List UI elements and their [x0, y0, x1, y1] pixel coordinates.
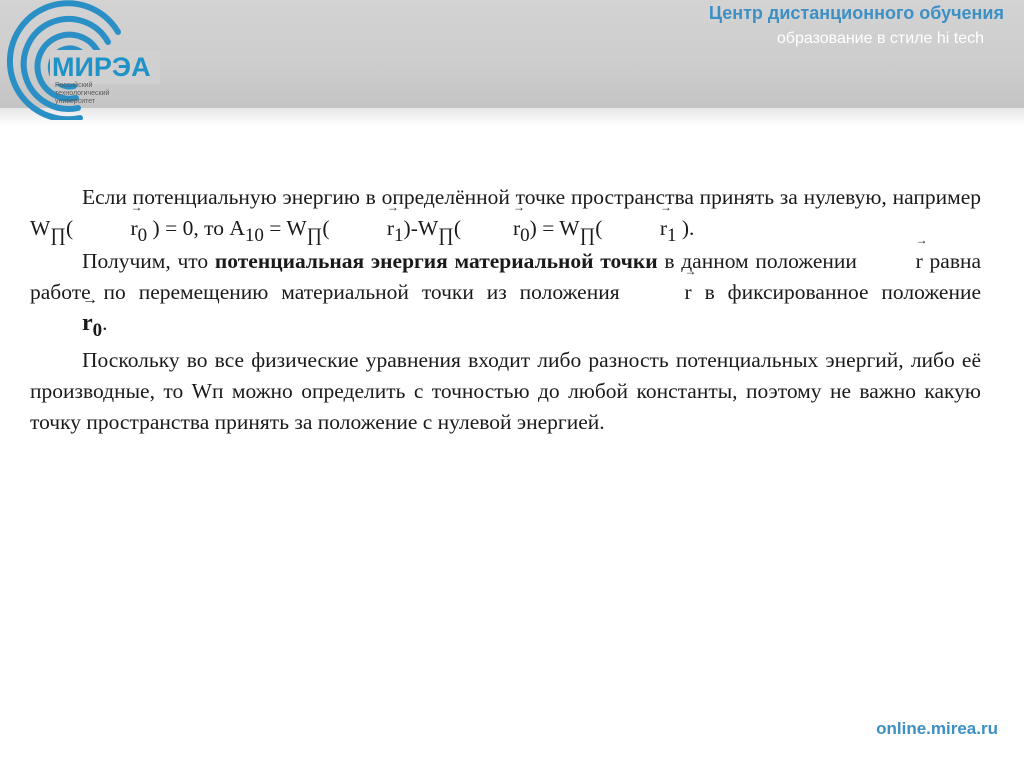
paragraph-3: Поскольку во все физические уравнения входит либо разность потенциальных энергий, либо её производные, то Wп можно определить с точностью до любой константы, поэтому не важно какую точку пространства принять за положение с нулевой энергией.: [30, 348, 981, 434]
slide-content: [30, 182, 981, 444]
vector-r: → r: [633, 280, 692, 304]
center-subtitle: образование в стиле hi tech: [776, 30, 984, 47]
bold-phrase: потенциальная энергия материальной точки: [214, 249, 658, 273]
center-title: Центр дистанционного обучения: [708, 3, 1004, 23]
formula-work: $A_{10} = W_\prod( \to r_1)-W_\prod(\to r_0) = W_\prod( \to r_1$ ): [229, 216, 689, 240]
footer-url[interactable]: online.mirea.ru: [876, 719, 998, 738]
formula-zero-potential: $W_\prod( \to r_0$ ) = 0: [30, 216, 193, 240]
vector-r0: → $r_0$: [30, 311, 102, 335]
logo-name: МИРЭА: [52, 52, 151, 82]
paragraph-2: Получим, что потенциальная энергия материальной точки в данном положении → r равна работе по перемещению материальной точки из положения → r в фиксированное положение → $r_0$.: [30, 246, 981, 339]
logo-subtitle: Российский технологический университет: [55, 82, 110, 105]
vector-r: → r: [864, 249, 923, 273]
mirea-logo: [0, 0, 170, 120]
paragraph-1: Если потенциальную энергию в определённой точке пространства принять за нулевую, например $W_\prod( \to r_0$ ) = 0, то $A_{10} = W_\prod( \to r_1)-W_\prod(\to r_0) = W_\prod( \to r_1$ ).: [30, 182, 981, 244]
